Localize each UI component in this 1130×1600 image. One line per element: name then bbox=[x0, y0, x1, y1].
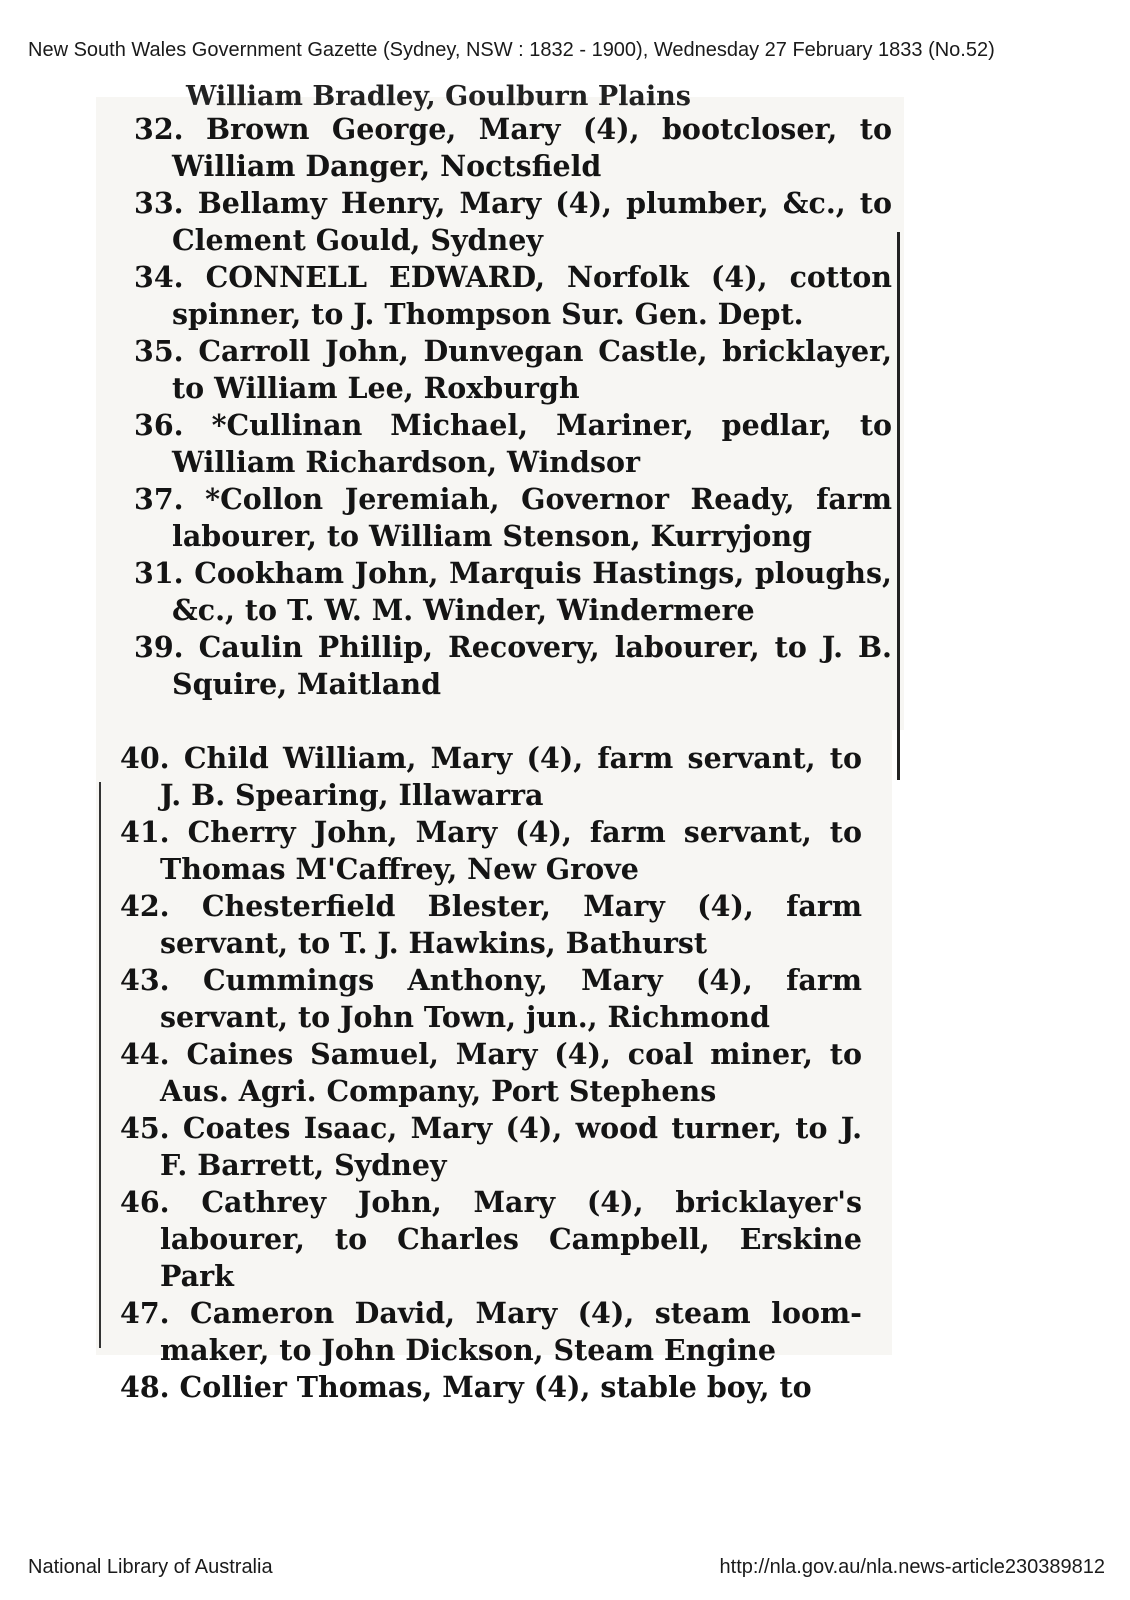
library-credit: National Library of Australia bbox=[28, 1556, 273, 1578]
gazette-entry bbox=[120, 962, 862, 1036]
entry-number: 33. bbox=[134, 186, 184, 220]
gazette-entry bbox=[120, 888, 862, 962]
entry-number: 35. bbox=[134, 334, 184, 368]
gazette-entry bbox=[134, 259, 892, 333]
article-url[interactable]: http://nla.gov.au/nla.news-article230389812 bbox=[719, 1556, 1105, 1578]
clipped-line: William Bradley, Goulburn Plains bbox=[186, 81, 691, 112]
entry-text: Coates Isaac, Mary (4), wood turner, to J. F. Barrett, Sydney bbox=[160, 1111, 862, 1182]
entry-number: 44. bbox=[120, 1037, 170, 1071]
entry-number: 42. bbox=[120, 889, 170, 923]
gazette-entry bbox=[120, 740, 862, 814]
entry-text: CONNELL EDWARD, Norfolk (4), cotton spinner, to J. Thompson Sur. Gen. Dept. bbox=[172, 260, 892, 331]
gazette-entry bbox=[120, 814, 862, 888]
newspaper-clipping-top bbox=[96, 81, 904, 730]
entry-text: Carroll John, Dunvegan Castle, bricklayer, to William Lee, Roxburgh bbox=[172, 334, 892, 405]
gazette-entry bbox=[120, 1036, 862, 1110]
entry-number: 36. bbox=[134, 408, 184, 442]
entry-text: Cathrey John, Mary (4), bricklayer's labourer, to Charles Campbell, Erskine Park bbox=[160, 1185, 862, 1293]
entry-number: 40. bbox=[120, 741, 170, 775]
entry-text: Collier Thomas, Mary (4), stable boy, to bbox=[179, 1370, 812, 1404]
gazette-entry bbox=[134, 333, 892, 407]
gazette-entry bbox=[134, 185, 892, 259]
entry-number: 41. bbox=[120, 815, 170, 849]
gazette-entry bbox=[120, 1110, 862, 1184]
entry-number: 37. bbox=[134, 482, 184, 516]
entry-text: Caines Samuel, Mary (4), coal miner, to Aus. Agri. Company, Port Stephens bbox=[160, 1037, 862, 1108]
entry-text: Child William, Mary (4), farm servant, to J. B. Spearing, Illawarra bbox=[160, 741, 862, 812]
entry-number: 47. bbox=[120, 1296, 170, 1330]
entry-text: Caulin Phillip, Recovery, labourer, to J. B. Squire, Maitland bbox=[172, 630, 892, 701]
entry-text: Chesterfield Blester, Mary (4), farm servant, to T. J. Hawkins, Bathurst bbox=[160, 889, 862, 960]
entry-list bbox=[134, 111, 892, 703]
page-citation-header: New South Wales Government Gazette (Sydney, NSW : 1832 - 1900), Wednesday 27 February 1833 (No.52) bbox=[28, 39, 995, 61]
entry-number: 31. bbox=[134, 556, 184, 590]
entry-number: 45. bbox=[120, 1111, 170, 1145]
gazette-entry bbox=[120, 1295, 862, 1369]
gazette-entry bbox=[134, 407, 892, 481]
entry-number: 32. bbox=[134, 112, 184, 146]
entry-text: Cherry John, Mary (4), farm servant, to Thomas M'Caffrey, New Grove bbox=[160, 815, 862, 886]
entry-number: 39. bbox=[134, 630, 184, 664]
column-rule bbox=[897, 232, 900, 780]
gazette-entry bbox=[120, 1184, 862, 1295]
gazette-entry bbox=[120, 1369, 862, 1406]
entry-text: Brown George, Mary (4), bootcloser, to William Danger, Noctsfield bbox=[172, 112, 892, 183]
entry-number: 48. bbox=[120, 1370, 170, 1404]
gazette-entry bbox=[134, 629, 892, 703]
entry-number: 43. bbox=[120, 963, 170, 997]
column-rule bbox=[99, 782, 101, 1348]
gazette-entry bbox=[134, 481, 892, 555]
entry-text: Cookham John, Marquis Hastings, ploughs, &c., to T. W. M. Winder, Windermere bbox=[172, 556, 892, 627]
newspaper-clipping-bottom bbox=[96, 730, 892, 1404]
gazette-entry bbox=[134, 111, 892, 185]
entry-number: 34. bbox=[134, 260, 184, 294]
entry-list bbox=[104, 740, 862, 1406]
entry-text: Cameron David, Mary (4), steam loom-maker, to John Dickson, Steam Engine bbox=[160, 1296, 862, 1367]
entry-number: 46. bbox=[120, 1185, 170, 1219]
entry-text: *Collon Jeremiah, Governor Ready, farm labourer, to William Stenson, Kurryjong bbox=[172, 482, 892, 553]
entry-text: Bellamy Henry, Mary (4), plumber, &c., to Clement Gould, Sydney bbox=[172, 186, 892, 257]
entry-text: *Cullinan Michael, Mariner, pedlar, to William Richardson, Windsor bbox=[172, 408, 892, 479]
entry-text: Cummings Anthony, Mary (4), farm servant, to John Town, jun., Richmond bbox=[160, 963, 862, 1034]
gazette-entry bbox=[134, 555, 892, 629]
